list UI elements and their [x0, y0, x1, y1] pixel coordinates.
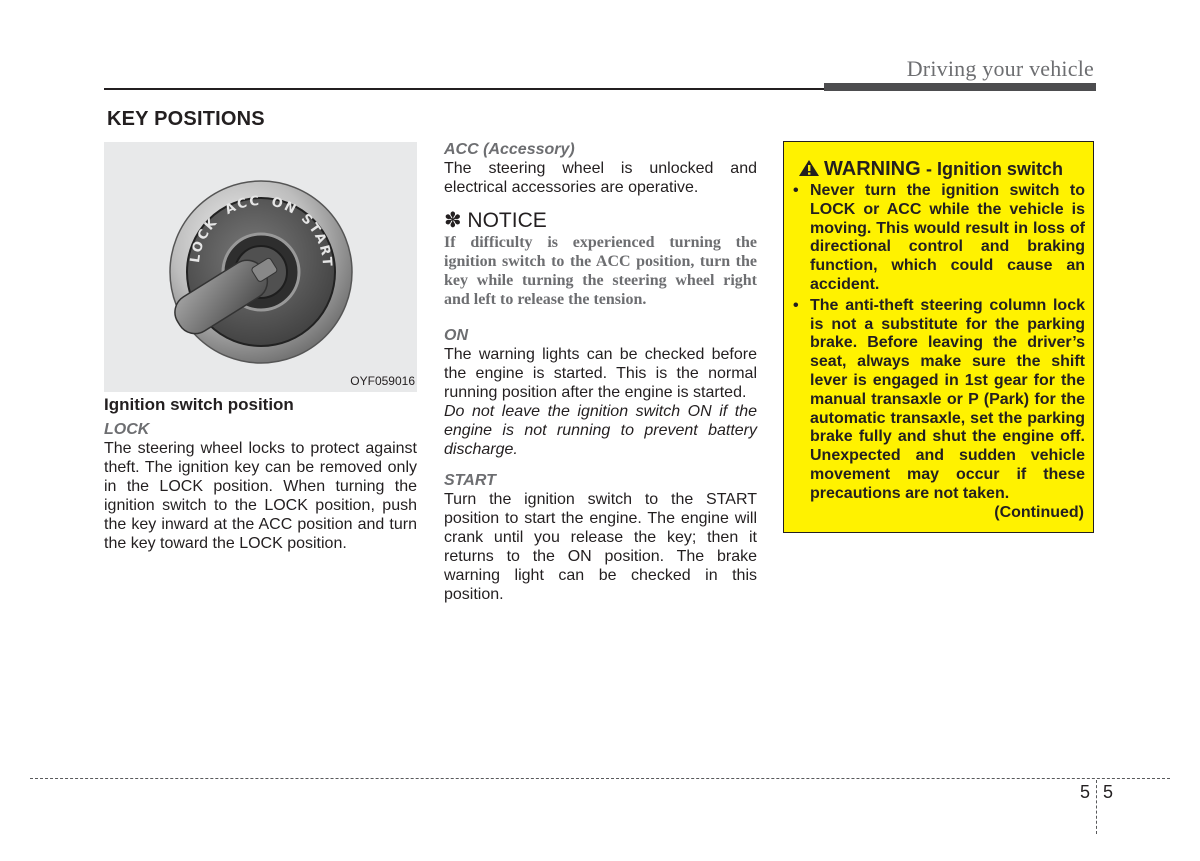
dial-label-acc: ACC	[222, 193, 262, 218]
on-description: The warning lights can be checked before the engine is started. This is the normal running position after the engine is started.	[444, 346, 757, 401]
list-item	[793, 297, 1085, 504]
ignition-switch-illustration	[104, 142, 417, 392]
page-number: 5	[1103, 782, 1114, 802]
footer-rule	[30, 778, 1170, 779]
warning-box	[783, 141, 1094, 533]
ignition-switch-figure	[104, 142, 417, 392]
heading-start: START	[444, 472, 496, 489]
dial-label-lock: LOCK	[188, 214, 222, 264]
lock-description: The steering wheel locks to protect against theft. The ignition key can be removed only in the LOCK position. When turning the ignition switch to the LOCK position, push the key inward at the ACC position and turn the key toward the LOCK position.	[104, 440, 417, 552]
warning-list	[793, 182, 1085, 506]
heading-on: ON	[444, 327, 468, 344]
heading-acc: ACC (Accessory)	[444, 141, 575, 158]
list-item	[793, 182, 1085, 295]
figure-caption: OYF059016	[350, 374, 415, 388]
notice-text: If difficulty is experienced turning the ignition switch to the ACC position, turn the key while turning the steering wheel right and left to release the tension.	[444, 234, 757, 308]
warning-title	[798, 158, 1063, 181]
footer-divider	[1096, 780, 1097, 834]
page-title: KEY POSITIONS	[107, 108, 265, 130]
warning-label: WARNING	[824, 158, 921, 180]
start-description: Turn the ignition switch to the START position to start the engine. The engine will crank until you release the key; then it returns to the ON position. The brake warning light can be checked in this position.	[444, 491, 757, 603]
chapter-number: 5	[1080, 782, 1091, 802]
running-header: Driving your vehicle	[906, 56, 1094, 81]
notice-title: ✽ NOTICE	[444, 209, 547, 232]
header-rule-bar	[824, 83, 1096, 91]
warning-item-text: Never turn the ignition switch to LOCK or ACC while the vehicle is moving. This would result in loss of directional control and braking function, which could cause an accident.	[810, 182, 1085, 293]
on-caution: Do not leave the ignition switch ON if the engine is not running to prevent battery discharge.	[444, 403, 757, 458]
bullet: •	[793, 182, 799, 199]
dial-label-on: ON	[269, 194, 300, 219]
column-left	[104, 395, 417, 553]
dial-label-start: START	[297, 211, 335, 269]
acc-description: The steering wheel is unlocked and electrical accessories are operative.	[444, 160, 757, 196]
continued-label: (Continued)	[994, 504, 1084, 521]
bullet: •	[793, 296, 799, 314]
subheading-ignition-switch-position: Ignition switch position	[104, 395, 294, 414]
heading-lock: LOCK	[104, 421, 150, 438]
column-middle	[444, 140, 757, 604]
warning-item-text: The anti-theft steering column lock is not a substitute for the parking brake. Before leaving the driver’s seat, always make sure the shift lever is engaged in 1st gear for the manual transaxle or P (Park) for the automatic transaxle, set the parking brake fully and shut the engine off. Unexpected and sudden vehicle movement may occur if these precautions are not taken.	[810, 296, 1085, 502]
warning-triangle-icon	[798, 159, 820, 177]
warning-subject: - Ignition switch	[925, 159, 1063, 179]
header-rule	[104, 88, 824, 90]
